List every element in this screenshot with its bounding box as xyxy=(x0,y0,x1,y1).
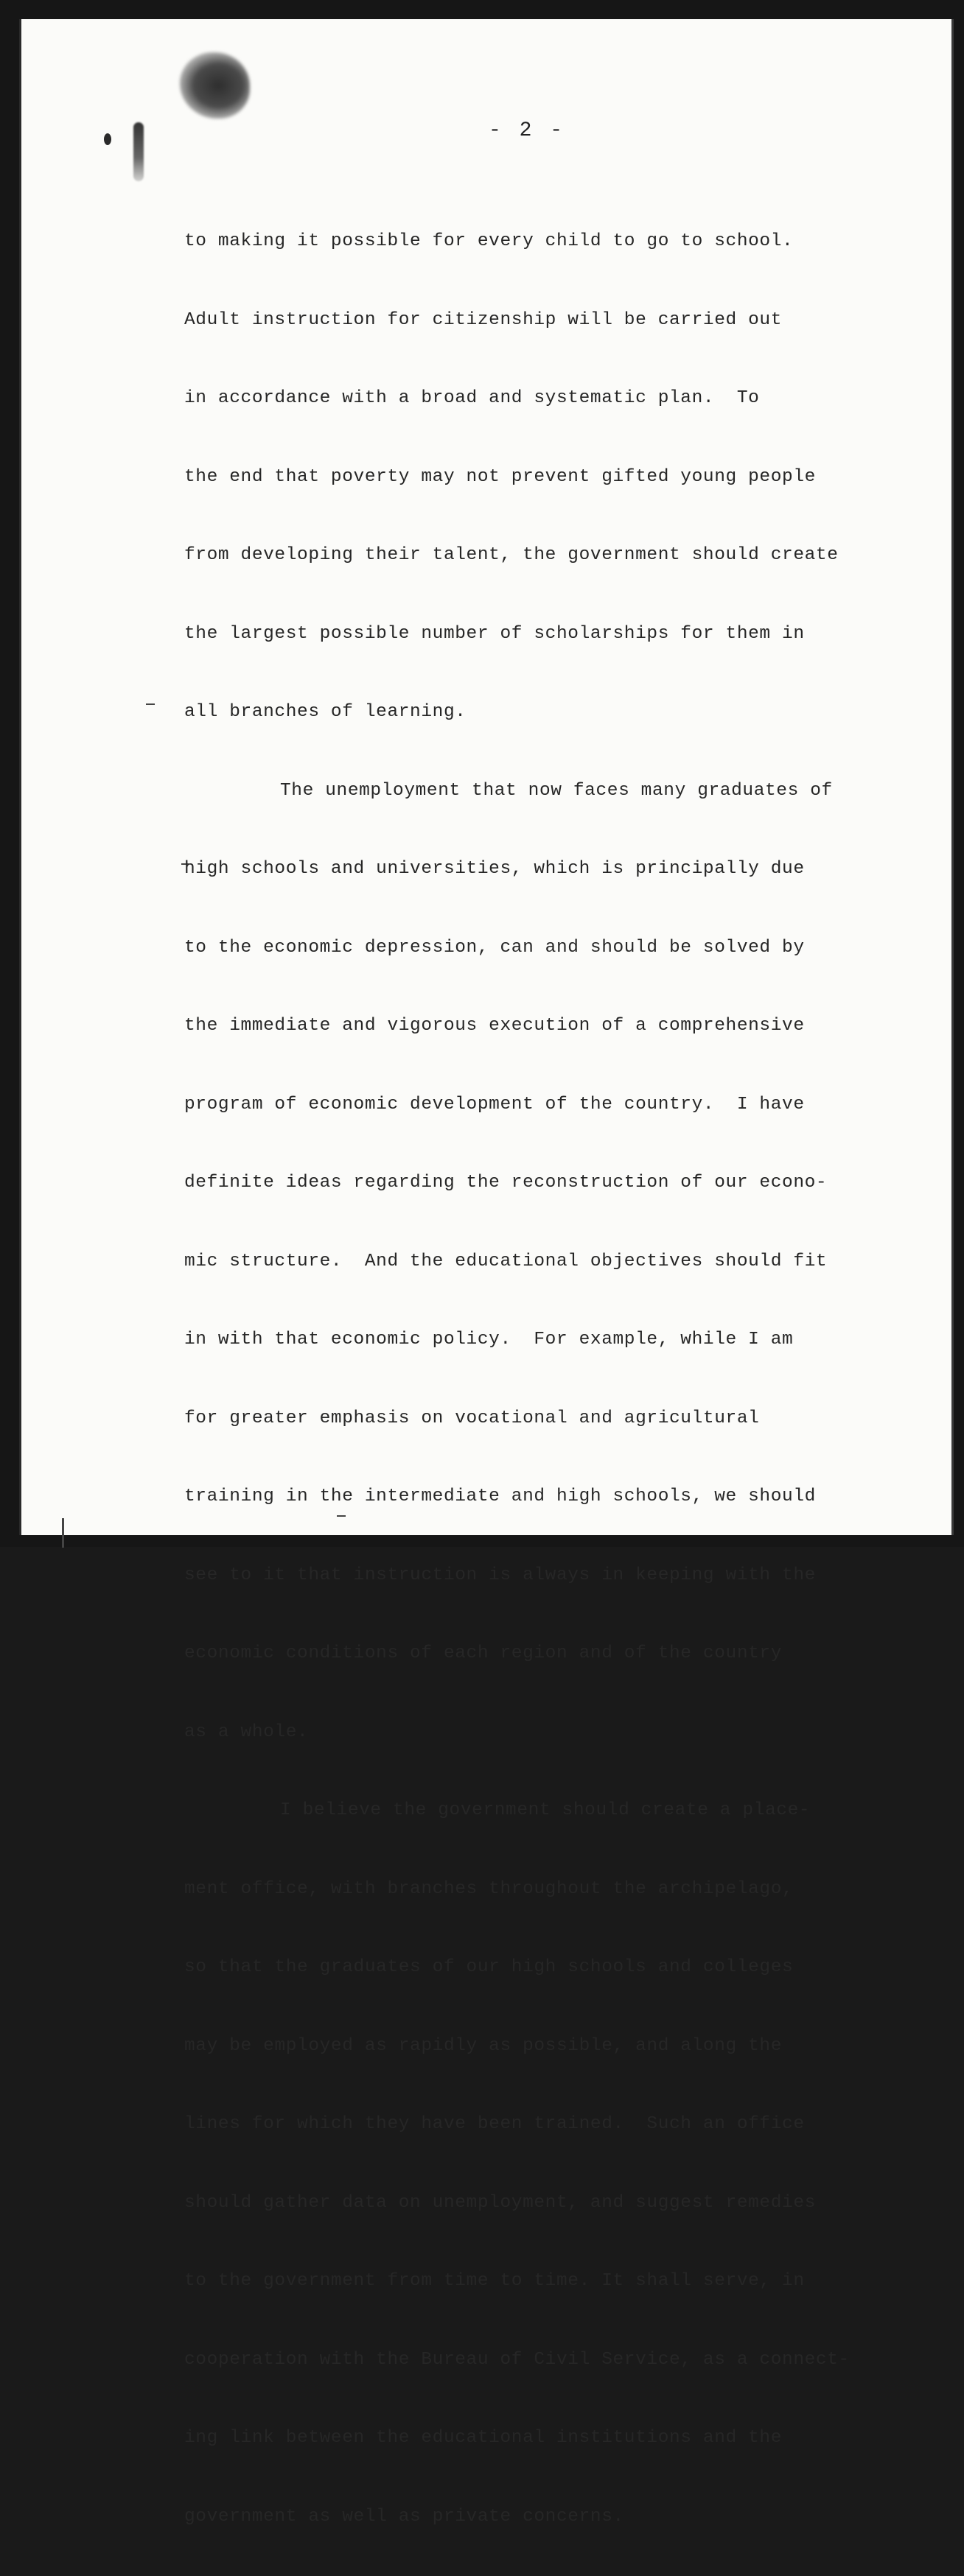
text-line: definite ideas regarding the reconstruction of our econo- xyxy=(184,1173,828,1193)
text-line: lines for which they have been trained. Such an office xyxy=(184,2114,805,2134)
edge-stroke-mark xyxy=(62,1518,64,1548)
text-line: ing link between the educational institutions and the xyxy=(184,2428,783,2448)
text-line: to the economic depression, can and should be solved by xyxy=(184,937,805,958)
paragraph-start-line: The unemployment that now faces many graduates of xyxy=(280,780,833,801)
text-line: Adult instruction for citizenship will be carried out xyxy=(184,309,783,330)
text-line: mic structure. And the educational objectives should fit xyxy=(184,1251,828,1271)
ink-dot-mark xyxy=(104,133,111,145)
page-number: - 2 - xyxy=(488,119,565,142)
text-line: so that the graduates of our high schools and colleges xyxy=(184,1957,794,1977)
text-line: should gather data on unemployment, and suggest remedies xyxy=(184,2192,816,2213)
text-line: in accordance with a broad and systematic plan. To xyxy=(184,388,760,408)
text-line: in with that economic policy. For example, while I am xyxy=(184,1330,794,1350)
text-line: to making it possible for every child to go to school. xyxy=(184,231,794,251)
margin-dash xyxy=(146,703,155,705)
text-line: training in the intermediate and high schools, we should xyxy=(184,1487,816,1506)
ink-blot-mark xyxy=(180,52,250,119)
text-line: may be employed as rapidly as possible, and along the xyxy=(184,2035,783,2056)
text-line: the end that poverty may not prevent gifted young people xyxy=(184,466,816,487)
text-line: cooperation with the Bureau of Civil Service, as a connect- xyxy=(184,2349,850,2370)
text-line: government as well as private concerns. xyxy=(184,2506,624,2527)
text-line: program of economic development of the country. I have xyxy=(184,1094,805,1115)
text-line: economic conditions of each region and of the country xyxy=(184,1643,783,1663)
text-line: high schools and universities, which is principally due xyxy=(184,859,805,879)
text-line: see to it that instruction is always in keeping with the xyxy=(184,1565,816,1585)
text-line: the immediate and vigorous execution of a comprehensive xyxy=(184,1016,805,1036)
text-line: to the government from time to time. It shall serve, in xyxy=(184,2271,805,2291)
text-line: from developing their talent, the government should create xyxy=(184,545,839,565)
text-line: for greater emphasis on vocational and agricultural xyxy=(184,1408,760,1428)
body-text xyxy=(184,183,870,2576)
text-line: as a whole. xyxy=(184,1722,309,1742)
paragraph-start-line: I believe the government should create a place- xyxy=(280,1800,811,1820)
text-line: all branches of learning. xyxy=(184,702,467,722)
text-line: ment office, with branches throughout the archipelago, xyxy=(184,1878,794,1899)
text-line: the largest possible number of scholarships for them in xyxy=(184,623,805,644)
ink-streak-mark xyxy=(133,122,144,181)
